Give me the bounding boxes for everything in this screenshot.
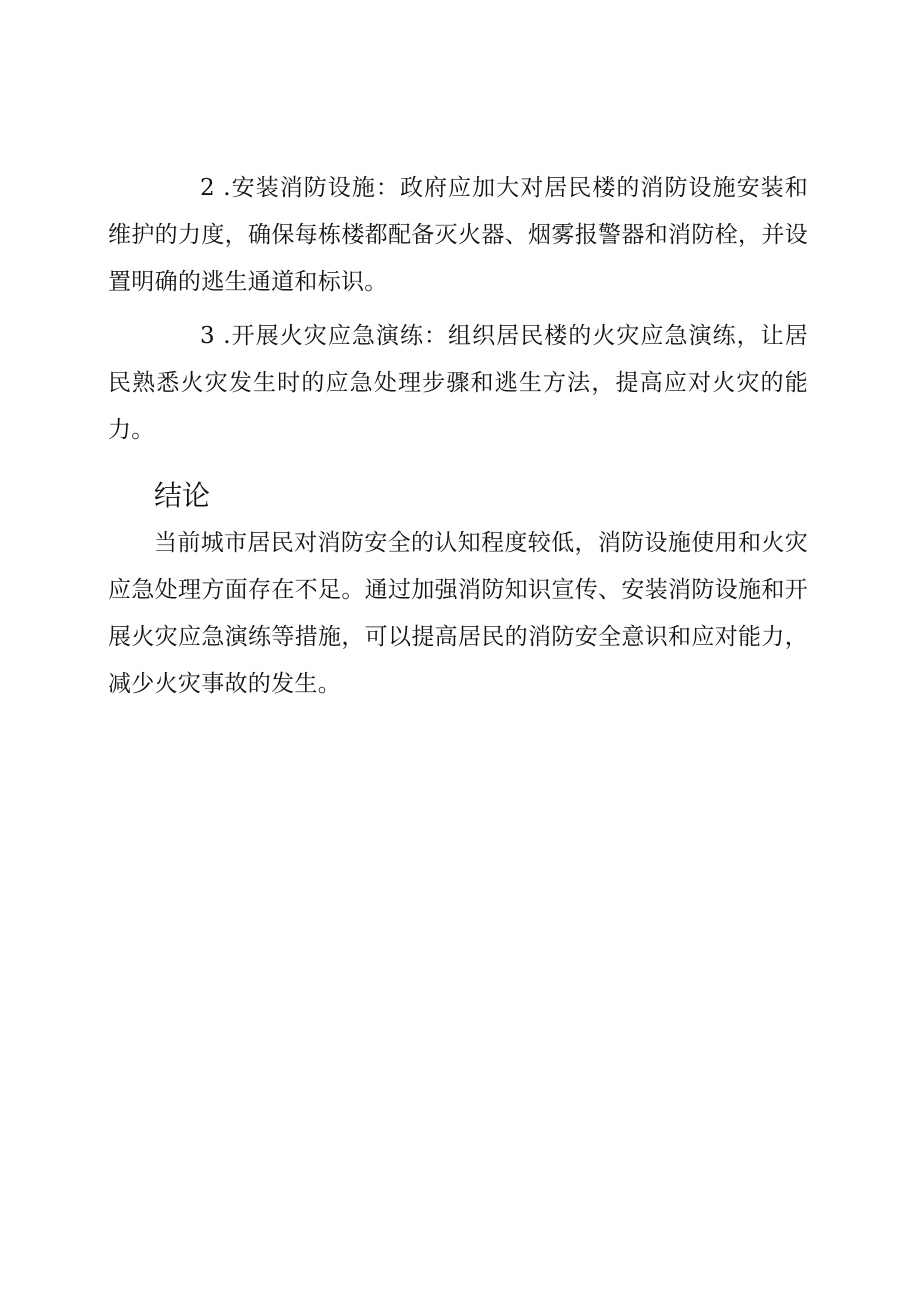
list-item-number: 2: [200, 175, 215, 201]
conclusion-paragraph: 当前城市居民对消防安全的认知程度较低，消防设施使用和火灾应急处理方面存在不足。通过加强消防知识宣传、安装消防设施和开展火灾应急演练等措施，可以提高居民的消防安全意识和应对能力，减少火灾事故的发生。: [108, 530, 808, 697]
list-item-install-facilities: [108, 165, 808, 306]
list-item-number: 3: [200, 323, 215, 349]
list-item-text: .开展火灾应急演练：组织居民楼的火灾应急演练，让居民熟悉火灾发生时的应急处理步骤和逃生方法，提高应对火灾的能力。: [108, 323, 808, 443]
conclusion-heading: 结论: [154, 479, 211, 512]
list-item-text: .安装消防设施：政府应加大对居民楼的消防设施安装和维护的力度，确保每栋楼都配备灭火器、烟雾报警器和消防栓，并设置明确的逃生通道和标识。: [108, 175, 808, 295]
list-item-emergency-drill: [108, 313, 808, 454]
